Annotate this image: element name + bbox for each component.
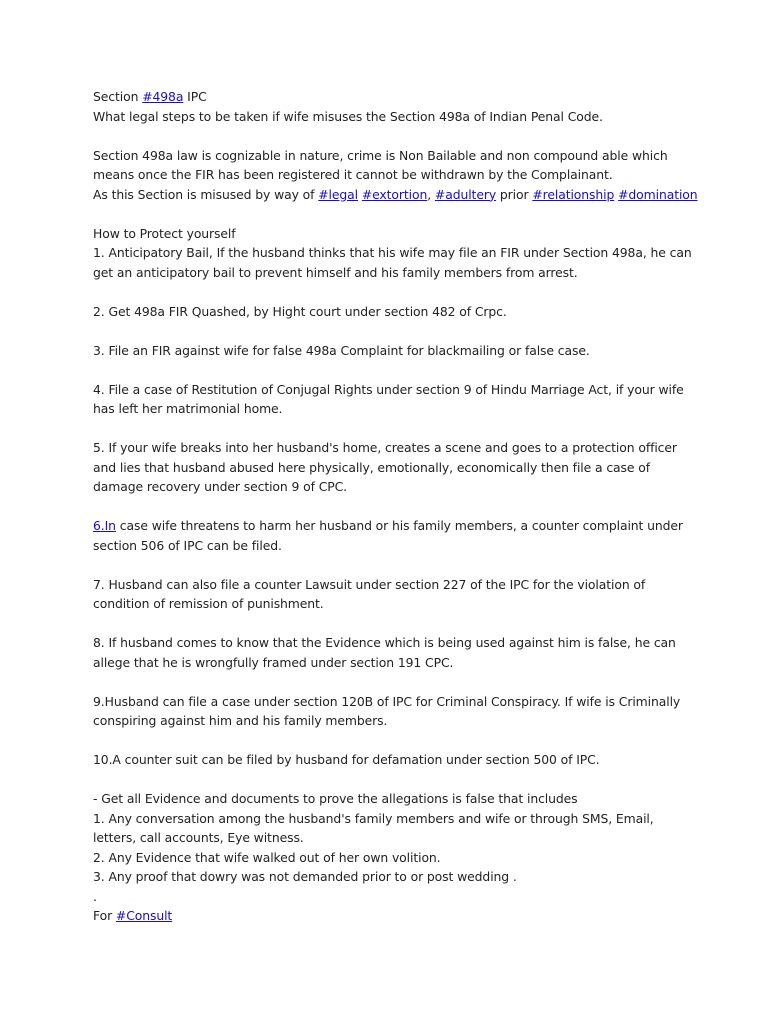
title-prefix: Section — [93, 89, 143, 104]
spacer — [93, 126, 693, 146]
spacer — [93, 204, 693, 224]
hashtag-498a-link[interactable]: #498a — [142, 89, 184, 104]
item-6-line-2: section 506 of IPC can be filed. — [93, 537, 282, 553]
item-6-link[interactable]: 6.In — [93, 518, 116, 533]
hashtag-domination-link[interactable]: #domination — [618, 186, 698, 202]
item-9-line-2: conspiring against him and his family members. — [93, 713, 388, 728]
item-6-text: case wife threatens to harm her husband or his family members, a counter complaint under — [115, 518, 683, 533]
protect-heading: How to Protect yourself — [93, 225, 236, 241]
evidence-dot: . — [93, 888, 97, 904]
item-5-line-3: damage recovery under section 9 of CPC. — [93, 479, 348, 494]
hashtag-legal-link[interactable]: #legal — [318, 186, 358, 202]
item-6-line-1 — [93, 516, 693, 536]
intro-line-2: means once the FIR has been registered it cannot be withdrawn by the Complainant. — [93, 167, 613, 182]
spacer — [93, 419, 693, 439]
prior-text: prior — [496, 186, 533, 202]
spacer — [93, 614, 693, 634]
spacer — [93, 497, 693, 517]
footer-prefix: For — [93, 908, 116, 923]
evidence-1-line-2: letters, call accounts, Eye witness. — [93, 830, 304, 845]
spacer — [93, 360, 693, 380]
item-5-line-1: 5. If your wife breaks into her husband's home, creates a scene and goes to a protection officer — [93, 440, 677, 455]
spacer — [93, 731, 693, 751]
item-7-line-1: 7. Husband can also file a counter Lawsuit under section 227 of the IPC for the violation of — [93, 576, 646, 592]
item-10: 10.A counter suit can be filed by husband for defamation under section 500 of IPC. — [93, 752, 600, 767]
title-line — [93, 87, 693, 107]
hashtag-relationship-link[interactable]: #relationship — [532, 186, 615, 202]
misuse-prefix: As this Section is misused by way of — [93, 186, 319, 202]
item-4-line-2: has left her matrimonial home. — [93, 401, 283, 416]
item-8-line-1: 8. If husband comes to know that the Evidence which is being used against him is false, he can — [93, 635, 676, 650]
intro-line-1: Section 498a law is cognizable in nature, crime is Non Bailable and non compound able which — [93, 147, 668, 163]
title-suffix: IPC — [183, 89, 207, 104]
spacer — [93, 282, 693, 302]
spacer — [93, 321, 693, 341]
item-5-line-2: and lies that husband abused here physically, emotionally, economically then file a case of — [93, 459, 650, 475]
spacer — [93, 555, 693, 575]
item-9-line-1: 9.Husband can file a case under section 120B of IPC for Criminal Conspiracy. If wife is Criminally — [93, 693, 681, 709]
evidence-1-line-1: 1. Any conversation among the husband's family members and wife or through SMS, Email, — [93, 810, 654, 826]
item-8-line-2: allege that he is wrongfully framed under section 191 CPC. — [93, 654, 454, 670]
item-4-line-1: 4. File a case of Restitution of Conjugal Rights under section 9 of Hindu Marriage Act, if your wife — [93, 381, 684, 397]
evidence-heading: - Get all Evidence and documents to prove the allegations is false that includes — [93, 791, 578, 806]
subtitle: What legal steps to be taken if wife misuses the Section 498a of Indian Penal Code. — [93, 108, 603, 124]
evidence-3: 3. Any proof that dowry was not demanded prior to or post wedding . — [93, 869, 517, 884]
hashtag-consult-link[interactable]: #Consult — [115, 908, 173, 923]
footer-line — [93, 906, 693, 926]
spacer — [93, 770, 693, 790]
spacer — [93, 672, 693, 692]
item-1-line-1: 1. Anticipatory Bail, If the husband thinks that his wife may file an FIR under Section 498a, he can — [93, 245, 692, 260]
item-7-line-2: condition of remission of punishment. — [93, 596, 324, 611]
item-2: 2. Get 498a FIR Quashed, by Hight court under section 482 of Crpc. — [93, 303, 507, 319]
item-3: 3. File an FIR against wife for false 498a Complaint for blackmailing or false case. — [93, 342, 590, 358]
item-1-line-2: get an anticipatory bail to prevent himself and his family members from arrest. — [93, 264, 578, 280]
hashtag-extortion-link[interactable]: #extortion — [361, 186, 428, 202]
evidence-2: 2. Any Evidence that wife walked out of her own volition. — [93, 849, 441, 865]
misuse-line: As this Section is misused by way of #legal #extortion, #adultery prior #relationship #domination — [93, 186, 698, 202]
hashtag-adultery-link[interactable]: #adultery — [434, 186, 497, 202]
document-body — [93, 87, 698, 926]
